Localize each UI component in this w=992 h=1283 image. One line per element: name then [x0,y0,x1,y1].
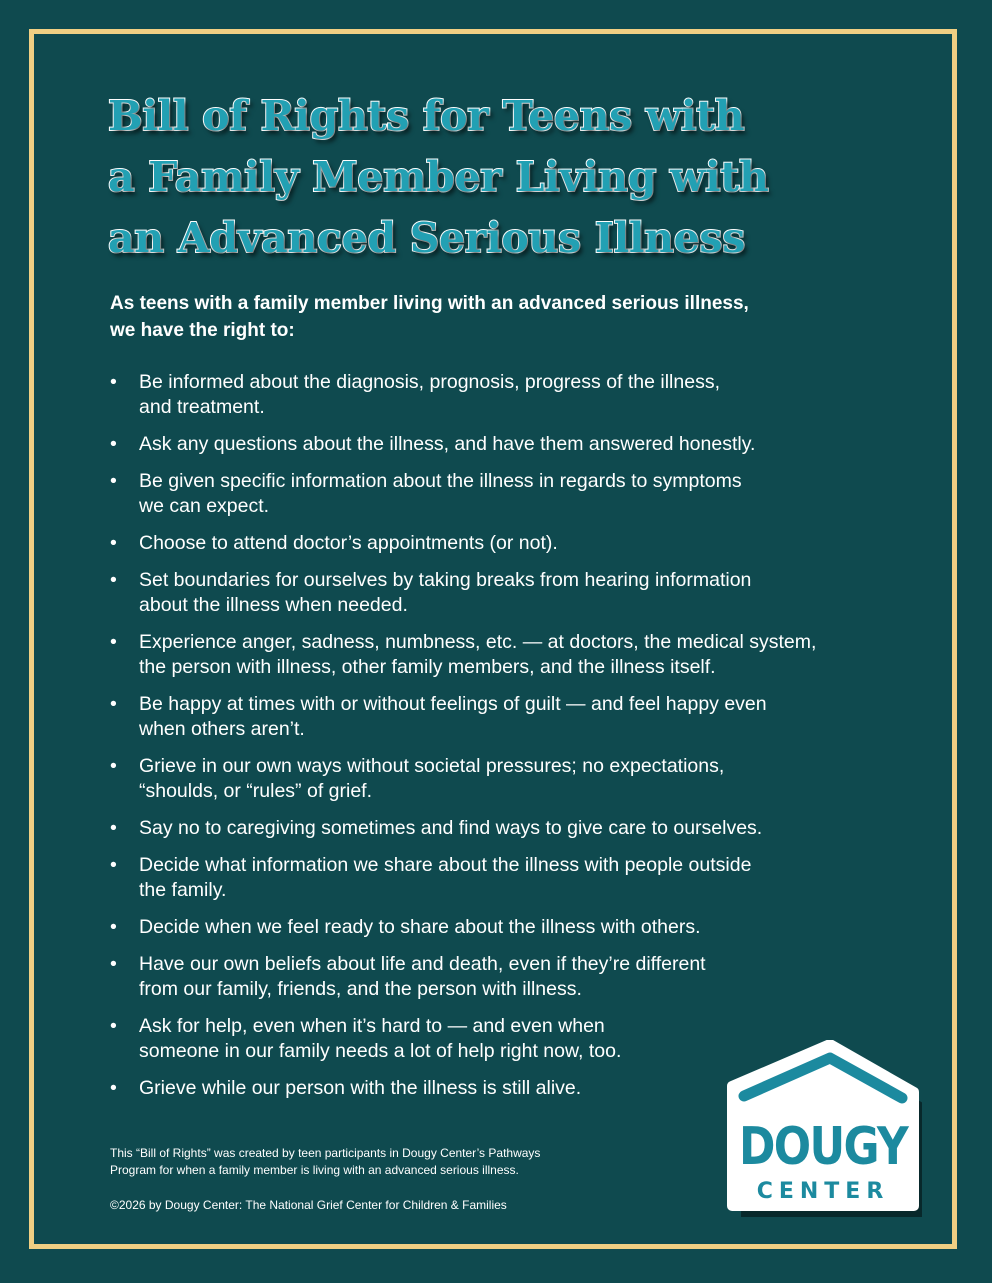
bullet-icon: • [110,433,117,455]
right-item-line: Grieve while our person with the illness is still alive. [139,1077,582,1099]
right-item [110,469,900,519]
right-item [110,370,900,420]
bullet-icon: • [110,953,117,975]
footnote-line: Program for when a family member is living with an advanced serious illness. [110,1163,519,1177]
right-item-line: the family. [139,879,227,901]
right-item-line: about the illness when needed. [139,594,408,616]
right-item-line: when others aren’t. [139,718,305,740]
right-item [110,432,900,457]
bullet-icon: • [110,854,117,876]
right-item-line: Be happy at times with or without feelings of guilt — and feel happy even [139,693,767,715]
right-item-line: Set boundaries for ourselves by taking breaks from hearing information [139,569,752,591]
right-item [110,568,900,618]
right-item-line: we can expect. [139,495,270,517]
right-item [110,952,900,1002]
right-item [110,630,900,680]
bullet-icon: • [110,755,117,777]
bullet-icon: • [110,470,117,492]
footnote-line: This “Bill of Rights” was created by teen participants in Dougy Center’s Pathways [110,1146,541,1160]
right-item-line: Decide what information we share about the illness with people outside [139,854,752,876]
title-line: an Advanced Serious Illness [108,214,745,262]
right-item-line: Ask for help, even when it’s hard to — and even when [139,1015,605,1037]
right-item [110,816,900,841]
bullet-icon: • [110,569,117,591]
right-item [110,853,900,903]
bullet-icon: • [110,817,117,839]
right-item [110,692,900,742]
right-item-line: the person with illness, other family members, and the illness itself. [139,656,716,678]
right-item-line: Be informed about the diagnosis, prognosis, progress of the illness, [139,371,721,393]
right-item-line: Have our own beliefs about life and death, even if they’re different [139,953,706,975]
bullet-icon: • [110,916,117,938]
footnote [110,1145,670,1179]
bullet-icon: • [110,1015,117,1037]
copyright-text: ©2026 by Dougy Center: The National Grief Center for Children & Families [110,1198,507,1212]
title-line: Bill of Rights for Teens with [108,92,745,140]
bullet-icon: • [110,1077,117,1099]
right-item-line: someone in our family needs a lot of help right now, too. [139,1040,622,1062]
right-item-line: Decide when we feel ready to share about the illness with others. [139,916,701,938]
intro-line: we have the right to: [110,320,295,341]
dougy-center-logo [722,1040,922,1220]
bullet-icon: • [110,631,117,653]
right-item-line: Grieve in our own ways without societal pressures; no expectations, [139,755,725,777]
right-item-line: Ask any questions about the illness, and have them answered honestly. [139,433,756,455]
rights-list [110,370,900,1113]
right-item-line: from our family, friends, and the person with illness. [139,978,582,1000]
right-item [110,531,900,556]
right-item-line: Be given specific information about the illness in regards to symptoms [139,470,742,492]
intro-text [110,290,870,344]
right-item [110,915,900,940]
bullet-icon: • [110,532,117,554]
right-item [110,754,900,804]
right-item-line: “shoulds, or “rules” of grief. [139,780,373,802]
intro-line: As teens with a family member living with an advanced serious illness, [110,293,749,314]
bullet-icon: • [110,371,117,393]
logo-word-dougy: DOUGY [739,1117,910,1177]
right-item-line: and treatment. [139,396,265,418]
page-title [108,86,888,269]
right-item-line: Choose to attend doctor’s appointments (or not). [139,532,558,554]
title-line: a Family Member Living with [108,153,769,201]
bullet-icon: • [110,693,117,715]
logo-word-center: CENTER [756,1179,890,1204]
right-item-line: Say no to caregiving sometimes and find ways to give care to ourselves. [139,817,763,839]
right-item-line: Experience anger, sadness, numbness, etc. — at doctors, the medical system, [139,631,817,653]
